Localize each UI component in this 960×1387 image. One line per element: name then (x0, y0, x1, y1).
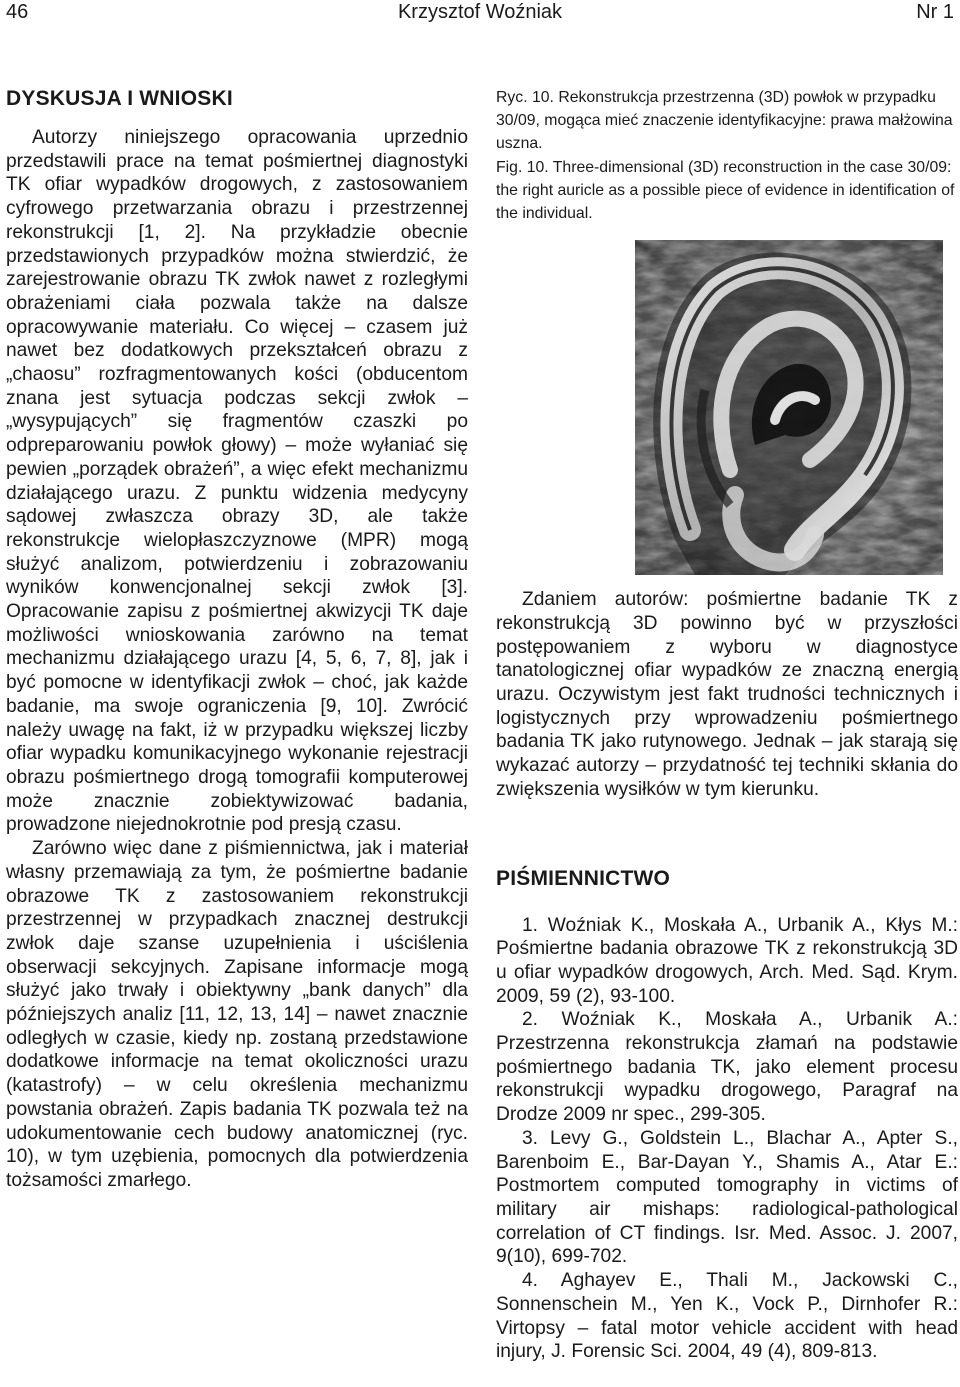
right-column (496, 86, 958, 1364)
section-title-discussion: DYSKUSJA I WNIOSKI (6, 87, 233, 110)
issue-number: Nr 1 (916, 1, 954, 23)
section-title-references: PIŚMIENNICTWO (496, 866, 671, 890)
figure-caption-en: Fig. 10. Three-dimensional (3D) reconstruction in the case 30/09: the right auricle as a possible piece of evidence in identification of the individual. (496, 158, 955, 223)
reference-item: 4. Aghayev E., Thali M., Jackowski C., Sonnenschein M., Yen K., Vock P., Dirnhofer R.: Virtopsy – fatal motor vehicle accident with head injury, J. Forensic Sci. 2004, 49 (4), 809-813. (496, 1270, 958, 1363)
references-list (496, 914, 958, 1364)
ear-reconstruction-figure (635, 240, 943, 575)
page-number: 46 (6, 1, 29, 23)
conclusion-paragraph: Zdaniem autorów: pośmiertne badanie TK z rekonstrukcją 3D powinno być w przyszłości postępowaniem z wyboru w diagnostyce tanatologicznej ofiar wypadków ze znaczną energią urazu. Oczywistym jest fakt trudności technicznych i logistycznych przy wprowadzeniu pośmiertnego badania TK jako rutynowego. Jednak – jak starają się wykazać autorzy – przydatność tej techniki skłania do zwiększenia wysiłków w tym kierunku. (496, 589, 958, 800)
left-column (6, 86, 468, 1193)
discussion-paragraph: Autorzy niniejszego opracowania uprzednio przedstawili prace na temat pośmiertnej diagnostyki TK ofiar wypadków drogowych, z zastosowaniem cyfrowego przetwarzania obrazu i przestrzennej rekonstrukcji [1, 2]. Na przykładzie obecnie przedstawionych przypadków można stwierdzić, że zarejestrowanie obrazu TK zwłok nawet z rozległymi obrażeniami ciała pozwala także na dalsze opracowywanie materiału. Co więcej – czasem już nawet bez dodatkowych przekształceń obrazu z „chaosu” rozfragmentowanych kości (obducentom znana jest sytuacja podczas sekcji zwłok – „wysypujących” się fragmentów czaszki po odpreparowaniu powłok głowy) – może wyłaniać się pewien „porządek obrażeń”, a więc efekt mechanizmu działającego urazu. Z punktu widzenia medycyny sądowej zwłaszcza obrazy 3D, ale także rekonstrukcje wielopłaszczyznowe (MPR) mogą służyć analizom, potwierdzeniu i zobrazowaniu wyników konwencjonalnej sekcji zwłok [3]. Opracowanie zapisu z pośmiertnej akwizycji TK daje możliwości wnioskowania zarówno na temat mechanizmu działającego urazu [4, 5, 6, 7, 8], jak i być pomocne w identyfikacji zwłok – choć, jak każde badanie, ma swoje ograniczenia [9, 10]. Zwrócić należy uwagę na fakt, iż w przypadku większej liczby ofiar wypadku komunikacyjnego wykonanie rejestracji obrazu pośmiertnego drogą tomografii komputerowej może znacznie zobiektywizować badania, prowadzone niejednokrotnie pod presją czasu. (6, 127, 468, 836)
discussion-body (6, 126, 468, 1193)
page-header (0, 0, 960, 26)
discussion-paragraph: Zarówno więc dane z piśmiennictwa, jak i materiał własny przemawiają za tym, że pośmiertne badanie obrazowe TK z zastosowaniem rekonstrukcji przestrzennej w przypadkach znacznej destrukcji zwłok daje szanse uzupełnienia i uściślenia obserwacji sekcyjnych. Zapisane informacje mogą służyć jako trwały i obiektywny „bank danych” dla późniejszych analiz [11, 12, 13, 14] – nawet znacznie odległych w czasie, kiedy np. zostaną przedstawione dodatkowe informacje na temat okoliczności urazu (katastrofy) – w celu określenia mechanizmu powstania obrażeń. Zapis badania TK pozwala też na udokumentowanie cech budowy anatomicznej (ryc. 10), w tym uzębienia, pomocnych dla potwierdzenia tożsamości zmarłego. (6, 838, 468, 1191)
ear-3d-reconstruction-image (635, 240, 943, 575)
reference-item: 1. Woźniak K., Moskała A., Urbanik A., Kłys M.: Pośmiertne badania obrazowe TK z rekonstrukcją 3D u ofiar wypadków drogowych, Arch. Med. Sąd. Krym. 2009, 59 (2), 93-100. (496, 914, 958, 1007)
reference-item: 2. Woźniak K., Moskała A., Urbanik A.: Przestrzenna rekonstrukcja złamań na podstawie pośmiertnego badania TK, jako element procesu rekonstrukcji wypadku drogowego, Paragraf na Drodze 2009 nr spec., 299-305. (496, 1009, 958, 1126)
reference-item: 3. Levy G., Goldstein L., Blachar A., Apter S., Barenboim E., Bar-Dayan Y., Shamis A., Atar E.: Postmortem computed tomography in victims of military air mishaps: radiological-pathological correlation of CT findings. Isr. Med. Assoc. J. 2007, 9(10), 699-702. (496, 1127, 958, 1268)
running-author: Krzysztof Woźniak (397, 1, 563, 23)
figure-caption-pl: Ryc. 10. Rekonstrukcja przestrzenna (3D) powłok w przypadku 30/09, mogąca mieć znaczenie identyfikacyjne: prawa małżowina uszna. (496, 89, 953, 153)
conclusion-body (496, 588, 958, 801)
